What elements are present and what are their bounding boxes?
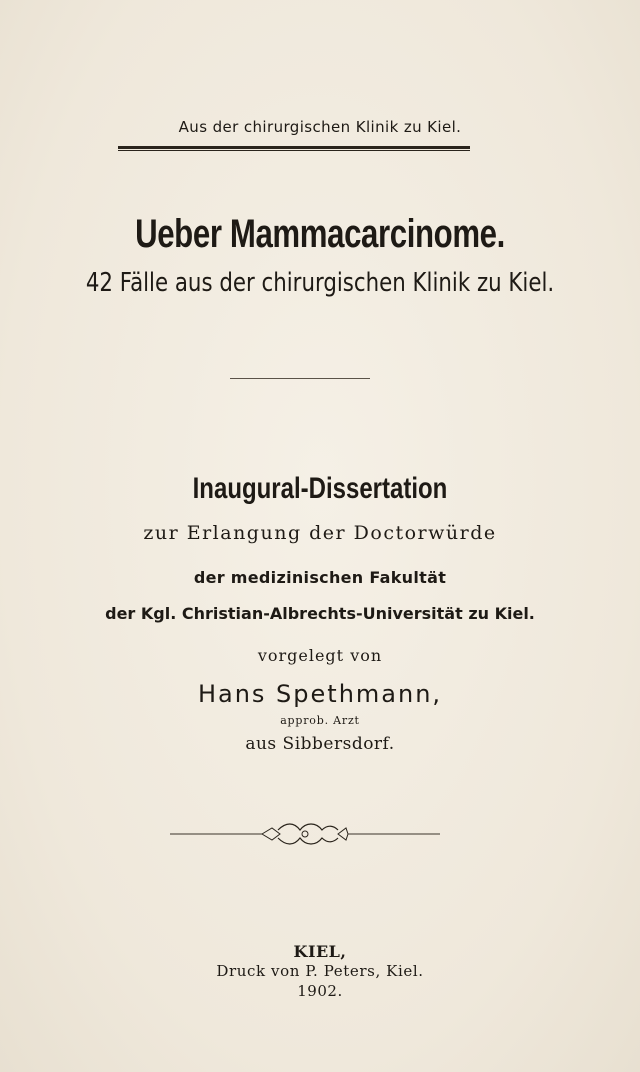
main-title: Ueber Mammacarcinome.: [135, 212, 505, 256]
presented-by: vorgelegt von: [257, 646, 383, 665]
subtitle: 42 Fälle aus der chirurgischen Klinik zu Kiel.: [85, 268, 555, 298]
ornament-divider-icon: [170, 822, 440, 846]
imprint-year: 1902.: [297, 982, 343, 1000]
imprint-printer: Druck von P. Peters, Kiel.: [216, 962, 424, 980]
dissertation-purpose: zur Erlangung der Doctorwürde: [143, 522, 497, 544]
imprint-city: KIEL,: [293, 942, 347, 961]
author-credential: approb. Arzt: [280, 714, 360, 727]
section-divider: [230, 378, 370, 379]
author-origin: aus Sibbersdorf.: [245, 734, 395, 754]
faculty-line: der medizinischen Fakultät: [193, 568, 447, 587]
institution-header: Aus der chirurgischen Klinik zu Kiel.: [178, 118, 462, 136]
dissertation-heading: Inaugural-Dissertation: [192, 472, 448, 505]
author-name: Hans Spethmann,: [197, 680, 443, 708]
university-line: der Kgl. Christian-Albrechts-Universität zu Kiel.: [105, 604, 535, 623]
header-rule: [118, 146, 470, 151]
